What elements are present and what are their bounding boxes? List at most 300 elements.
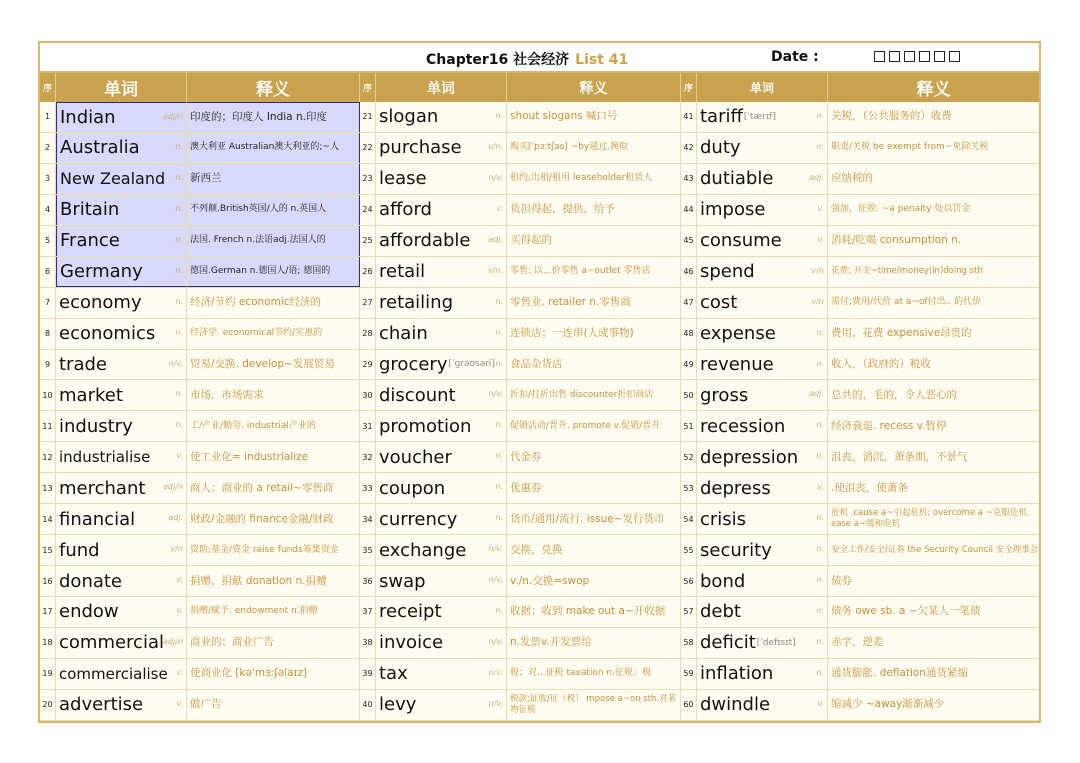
- entry-meaning: 缩减少 ~away渐渐减少: [831, 698, 945, 711]
- table-row: [40, 442, 1039, 473]
- entry-number: 45: [681, 226, 697, 256]
- entry-word-cell: [697, 504, 828, 534]
- word-entry: [681, 257, 1039, 287]
- entry-word-cell: [697, 133, 828, 163]
- entry-meaning: 德国.German n.德国人/语; 德国的: [187, 257, 360, 287]
- entry-word-cell: [56, 133, 187, 163]
- entry-number: 25: [360, 226, 376, 256]
- entry-number: 24: [360, 195, 376, 225]
- entry-word: impose: [700, 199, 766, 221]
- entry-word-cell: [56, 535, 187, 565]
- entry-meaning: 消耗/吃喝 consumption n.: [831, 234, 962, 247]
- entry-meaning: 交换，兑换: [507, 535, 681, 565]
- entry-word: swap: [379, 570, 426, 592]
- entry-part-of-speech: n.: [816, 358, 824, 368]
- entry-number: 11: [40, 411, 56, 441]
- entry-word-cell: [697, 473, 828, 503]
- entry-word: New Zealand: [60, 169, 166, 189]
- entry-number: 55: [681, 535, 697, 565]
- entry-part-of-speech: n.: [816, 606, 824, 615]
- entry-meaning: 购买[ˈpɜːtʃəs] ~by通过.换取: [507, 133, 681, 163]
- word-entry: [360, 195, 681, 225]
- word-entry: [360, 257, 681, 287]
- entry-meaning: 使工业化= industrialize: [187, 442, 360, 472]
- entry-part-of-speech: v/n: [811, 265, 824, 275]
- entry-number: 44: [681, 195, 697, 225]
- date-box[interactable]: [874, 51, 885, 62]
- entry-word-cell: [697, 257, 828, 287]
- date-checkboxes: [874, 51, 960, 62]
- entry-word: currency: [379, 508, 458, 530]
- entry-word: levy: [379, 694, 417, 716]
- entry-number: 6: [40, 257, 56, 287]
- entry-part-of-speech: n.: [816, 575, 824, 585]
- word-entry: [40, 350, 360, 380]
- entry-number: 36: [360, 566, 376, 596]
- entry-part-of-speech: v.: [496, 203, 503, 213]
- word-entry: [360, 566, 681, 596]
- entry-word: inflation: [700, 663, 774, 685]
- entry-word-cell: [697, 659, 828, 689]
- table-row: [40, 164, 1039, 195]
- entry-word: tariff: [700, 106, 743, 128]
- header-meaning: 释义: [507, 73, 681, 102]
- word-entry: [681, 473, 1039, 503]
- word-entry: [40, 597, 360, 627]
- table-row: [40, 102, 1039, 133]
- table-row: [40, 504, 1039, 535]
- entry-word-cell: [56, 659, 187, 689]
- entry-number: 2: [40, 133, 56, 163]
- word-entry: [681, 442, 1039, 472]
- entry-word: coupon: [379, 477, 446, 499]
- entry-meaning: 法国. French n.法语adj.法国人的: [187, 226, 360, 256]
- entry-word-cell: [697, 288, 828, 318]
- entry-meaning: 经济衰退. recess v.暂停: [831, 419, 947, 432]
- word-entry: [360, 535, 681, 565]
- entry-number: 49: [681, 350, 697, 380]
- entry-part-of-speech: n.: [816, 544, 824, 554]
- entry-meaning: 捐赠/赋予. endowment n.捐赠: [187, 597, 360, 627]
- word-entry: [681, 690, 1039, 720]
- entry-part-of-speech: n.: [495, 513, 503, 523]
- word-entry: [360, 597, 681, 627]
- entry-word-cell: [376, 288, 507, 318]
- entry-part-of-speech: v.: [817, 234, 824, 244]
- entry-word-cell: [376, 659, 507, 689]
- entry-word: fund: [59, 539, 100, 561]
- entry-number: 38: [360, 628, 376, 658]
- date-label: Date :: [771, 49, 819, 65]
- word-entry: [40, 690, 360, 720]
- word-entry: [40, 257, 360, 287]
- header-num: 序: [40, 73, 56, 102]
- word-entry: [681, 102, 1039, 132]
- entry-word-cell: [56, 597, 187, 627]
- entry-meaning: 赤字，逆差: [831, 636, 884, 649]
- entry-number: 21: [360, 102, 376, 132]
- entry-part-of-speech: n.: [816, 327, 824, 337]
- entry-meaning: 贸易/交换. develop~发展贸易: [187, 350, 360, 380]
- word-entry: [40, 566, 360, 596]
- date-box[interactable]: [904, 51, 915, 62]
- word-entry: [681, 226, 1039, 256]
- word-entry: [681, 288, 1039, 318]
- entry-part-of-speech: n.: [175, 327, 183, 337]
- entry-word-cell: [376, 628, 507, 658]
- entry-meaning: v./n.交换=swop: [507, 566, 681, 596]
- entry-meaning: 花费; 开支~time/money(in)doing sth: [831, 266, 983, 277]
- entry-word-cell: [376, 690, 507, 720]
- header-word: 单词: [56, 73, 187, 102]
- entry-word: tax: [379, 663, 408, 685]
- entry-meaning: 安全工作/安全/证券 the Security Council 安全理事会: [831, 544, 1039, 555]
- entry-meaning: 通货膨胀. deflation通货紧缩: [831, 667, 968, 680]
- entry-part-of-speech: n.: [175, 141, 183, 151]
- entry-meaning: 收据；收到 make out a~开收据: [507, 597, 681, 627]
- table-row: [40, 566, 1039, 597]
- entry-word: commercialise: [59, 664, 168, 683]
- table-row: [40, 473, 1039, 504]
- word-entry: [681, 659, 1039, 689]
- entry-word-cell: [376, 257, 507, 287]
- entry-word-cell: [376, 133, 507, 163]
- entry-word: discount: [379, 384, 456, 406]
- entry-part-of-speech: n.: [816, 451, 824, 461]
- header-num: 序: [360, 73, 376, 102]
- entry-number: 58: [681, 628, 697, 658]
- entry-meaning: 债务 owe sb. a ~欠某人一笔债: [831, 605, 981, 618]
- word-entry: [40, 288, 360, 318]
- entry-part-of-speech: n.: [495, 327, 503, 337]
- entry-word: endow: [59, 601, 119, 623]
- entry-word-cell: [376, 473, 507, 503]
- date-box[interactable]: [889, 51, 900, 62]
- word-entry: [681, 411, 1039, 441]
- entry-number: 56: [681, 566, 697, 596]
- entry-word: Indian: [60, 106, 116, 128]
- word-entry: [40, 504, 360, 534]
- entry-part-of-speech: v.: [817, 203, 824, 213]
- date-box[interactable]: [919, 51, 930, 62]
- entry-number: 12: [40, 442, 56, 472]
- entry-word: receipt: [379, 601, 442, 623]
- entry-phonetic: [ˈɡrəʊsəri]: [448, 359, 495, 370]
- entry-word: security: [700, 539, 772, 561]
- entry-word: retail: [379, 261, 426, 283]
- entry-part-of-speech: n/v.: [488, 544, 503, 554]
- title-bar: [40, 43, 1039, 73]
- entry-word-cell: [376, 411, 507, 441]
- entry-word: chain: [379, 323, 428, 345]
- entry-part-of-speech: v/n: [170, 544, 183, 554]
- entry-word: invoice: [379, 632, 444, 654]
- entry-word: retailing: [379, 292, 454, 314]
- entry-word-cell: [56, 380, 187, 410]
- entry-number: 47: [681, 288, 697, 318]
- entry-meaning: 捐赠，捐献 donation n.捐赠: [187, 566, 360, 596]
- entry-part-of-speech: n.: [175, 172, 183, 182]
- entry-part-of-speech: n.: [495, 451, 503, 461]
- entry-meaning: 关税，（公共服务的）收费: [831, 110, 952, 123]
- entry-word: dutiable: [700, 168, 774, 190]
- entry-number: 39: [360, 659, 376, 689]
- entry-part-of-speech: adj.: [809, 389, 824, 399]
- word-entry: [40, 102, 360, 132]
- word-entry: [40, 195, 360, 225]
- entry-word: affordable: [379, 230, 471, 252]
- entry-word-cell: [697, 690, 828, 720]
- entry-word-cell: [56, 690, 187, 720]
- entry-number: 3: [40, 164, 56, 194]
- entry-word-cell: [56, 566, 187, 596]
- entry-word: lease: [379, 168, 427, 190]
- entry-word-cell: [697, 535, 828, 565]
- entry-word: France: [60, 230, 120, 252]
- word-entry: [360, 473, 681, 503]
- word-entry: [360, 102, 681, 132]
- entry-part-of-speech: n.: [175, 420, 183, 430]
- entry-meaning: 印度的；印度人 India n.印度: [187, 102, 360, 132]
- word-entry: [681, 504, 1039, 534]
- entry-part-of-speech: v/n.: [487, 265, 503, 275]
- entry-part-of-speech: n/v.: [488, 172, 503, 182]
- entry-meaning: 财政/金融的 finance金融/财政: [187, 504, 360, 534]
- entry-meaning: 商业的；商业广告: [187, 628, 360, 658]
- entry-word: gross: [700, 384, 749, 406]
- entry-number: 53: [681, 473, 697, 503]
- entry-number: 1: [40, 102, 56, 132]
- entry-number: 14: [40, 504, 56, 534]
- entry-word-cell: [697, 380, 828, 410]
- entry-number: 20: [40, 690, 56, 720]
- entry-word-cell: [697, 597, 828, 627]
- entry-number: 28: [360, 319, 376, 349]
- entry-word: voucher: [379, 446, 452, 468]
- word-table: [40, 102, 1039, 721]
- word-entry: [360, 659, 681, 689]
- entry-part-of-speech: v.: [817, 482, 824, 492]
- entry-meaning: 不列颠.British英国/人的 n.英国人: [187, 195, 360, 225]
- word-entry: [681, 535, 1039, 565]
- entry-word: Germany: [60, 260, 143, 282]
- entry-meaning: 经济学. economical节约/实惠的: [187, 319, 360, 349]
- entry-word: industrialise: [59, 448, 151, 467]
- entry-meaning: 工/产业/勤劳. industrial产业的: [187, 411, 360, 441]
- entry-word-cell: [56, 319, 187, 349]
- header-meaning: 释义: [916, 80, 951, 100]
- entry-word-cell: [56, 473, 187, 503]
- chapter-title: Chapter16 社会经济: [426, 52, 570, 68]
- entry-word: cost: [700, 292, 738, 314]
- entry-number: 52: [681, 442, 697, 472]
- entry-word-cell: [697, 411, 828, 441]
- entry-number: 4: [40, 195, 56, 225]
- entry-part-of-speech: n.: [175, 203, 183, 213]
- word-entry: [360, 319, 681, 349]
- entry-meaning: 租约;出租/租用 leaseholder租赁人: [507, 164, 681, 194]
- page-title: [426, 49, 628, 69]
- entry-phonetic: [ˈdefɪsɪt]: [756, 637, 796, 648]
- entry-meaning: 零售业. retailer n.零售商: [507, 288, 681, 318]
- entry-part-of-speech: n.: [175, 265, 183, 275]
- word-entry: [360, 442, 681, 472]
- date-box[interactable]: [934, 51, 945, 62]
- entry-number: 42: [681, 133, 697, 163]
- word-entry: [40, 164, 360, 194]
- entry-part-of-speech: adj.: [488, 234, 503, 244]
- entry-meaning: .使沮丧，使萧条: [831, 481, 908, 494]
- entry-part-of-speech: adj.: [809, 172, 824, 182]
- entry-number: 37: [360, 597, 376, 627]
- entry-meaning: 应纳税的: [831, 172, 873, 185]
- entry-part-of-speech: v.: [176, 698, 183, 708]
- entry-word: depress: [700, 477, 771, 499]
- word-entry: [360, 164, 681, 194]
- word-entry: [360, 288, 681, 318]
- entry-word: duty: [700, 137, 741, 159]
- entry-part-of-speech: n.: [175, 296, 183, 306]
- entry-part-of-speech: n/v.: [488, 575, 503, 585]
- table-row: [40, 350, 1039, 381]
- entry-number: 17: [40, 597, 56, 627]
- entry-part-of-speech: v.: [176, 606, 183, 615]
- entry-word: consume: [700, 230, 782, 252]
- table-row: [40, 380, 1039, 411]
- entry-word: revenue: [700, 353, 774, 375]
- entry-word-cell: [56, 442, 187, 472]
- entry-word: economy: [59, 292, 142, 314]
- entry-number: 57: [681, 597, 697, 627]
- entry-word-cell: [376, 319, 507, 349]
- entry-word-cell: [56, 411, 187, 441]
- entry-word: recession: [700, 415, 786, 437]
- entry-number: 22: [360, 133, 376, 163]
- entry-meaning: 税；对...征税 taxation n.征税；税: [507, 659, 681, 689]
- entry-number: 18: [40, 628, 56, 658]
- entry-word-cell: [376, 350, 507, 380]
- entry-number: 5: [40, 226, 56, 256]
- entry-word: debt: [700, 601, 741, 623]
- entry-number: 43: [681, 164, 697, 194]
- word-entry: [40, 133, 360, 163]
- entry-word: market: [59, 384, 123, 406]
- table-row: [40, 628, 1039, 659]
- entry-word: financial: [59, 508, 136, 530]
- entry-part-of-speech: n.: [495, 296, 503, 306]
- word-entry: [681, 628, 1039, 658]
- word-entry: [681, 133, 1039, 163]
- entry-number: 27: [360, 288, 376, 318]
- entry-part-of-speech: v.: [176, 451, 183, 461]
- entry-number: 23: [360, 164, 376, 194]
- entry-word-cell: [56, 164, 187, 194]
- entry-part-of-speech: n.: [175, 234, 183, 244]
- entry-part-of-speech: n.: [495, 358, 503, 368]
- entry-meaning: 总共的，毛的，令人恶心的: [831, 388, 957, 401]
- word-entry: [681, 380, 1039, 410]
- entry-part-of-speech: v/n: [811, 296, 824, 306]
- entry-meaning: 商人；商业的 a retail~零售商: [187, 473, 360, 503]
- entry-number: 48: [681, 319, 697, 349]
- entry-word: trade: [59, 353, 107, 375]
- table-row: [40, 288, 1039, 319]
- entry-number: 9: [40, 350, 56, 380]
- table-row: [40, 535, 1039, 566]
- entry-word: industry: [59, 415, 133, 437]
- entry-word: advertise: [59, 694, 144, 716]
- word-entry: [40, 628, 360, 658]
- entry-word-cell: [376, 380, 507, 410]
- entry-word: promotion: [379, 415, 472, 437]
- entry-meaning: 经济/节约 economic经济的: [187, 288, 360, 318]
- entry-meaning: 市场，市场需求: [187, 380, 360, 410]
- word-entry: [40, 226, 360, 256]
- entry-meaning: 需付;费用/代价 at a~of付出.. 的代价: [831, 297, 982, 308]
- entry-part-of-speech: v.: [176, 575, 183, 585]
- entry-word-cell: [56, 288, 187, 318]
- entry-part-of-speech: n.: [816, 141, 824, 151]
- entry-number: 19: [40, 659, 56, 689]
- entry-part-of-speech: n/v.: [488, 636, 503, 646]
- table-row: [40, 195, 1039, 226]
- entry-part-of-speech: n.: [175, 389, 183, 399]
- entry-number: 34: [360, 504, 376, 534]
- entry-word-cell: [697, 566, 828, 596]
- entry-part-of-speech: n.: [816, 513, 824, 523]
- entry-part-of-speech: n.: [816, 420, 824, 430]
- entry-word-cell: [376, 164, 507, 194]
- entry-number: 8: [40, 319, 56, 349]
- entry-word-cell: [697, 226, 828, 256]
- word-entry: [40, 411, 360, 441]
- entry-word-cell: [376, 226, 507, 256]
- entry-word: commercial: [59, 632, 164, 654]
- entry-word: deficit: [700, 632, 756, 654]
- entry-word: dwindle: [700, 694, 771, 716]
- table-row: [40, 133, 1039, 164]
- word-entry: [681, 195, 1039, 225]
- entry-word-cell: [376, 504, 507, 534]
- entry-word: Australia: [60, 137, 140, 159]
- word-entry: [360, 226, 681, 256]
- word-entry: [681, 319, 1039, 349]
- table-row: [40, 597, 1039, 628]
- table-row: [40, 411, 1039, 442]
- entry-meaning: 连锁店；一连串(人或事物): [507, 319, 681, 349]
- word-entry: [40, 535, 360, 565]
- entry-number: 54: [681, 504, 697, 534]
- entry-number: 26: [360, 257, 376, 287]
- entry-number: 51: [681, 411, 697, 441]
- entry-word: donate: [59, 570, 123, 592]
- entry-number: 32: [360, 442, 376, 472]
- entry-word: merchant: [59, 477, 146, 499]
- date-box[interactable]: [949, 51, 960, 62]
- entry-part-of-speech: n/v.: [488, 389, 503, 399]
- entry-number: 7: [40, 288, 56, 318]
- entry-meaning: 收入，（政府的）税收: [831, 357, 931, 370]
- entry-part-of-speech: adj.: [168, 513, 183, 523]
- entry-meaning: 新西兰: [187, 164, 360, 194]
- word-entry: [360, 350, 681, 380]
- header-meaning: 释义: [187, 73, 360, 102]
- entry-word: purchase: [379, 137, 462, 159]
- entry-meaning: 做广告: [187, 690, 360, 720]
- entry-number: 10: [40, 380, 56, 410]
- entry-word-cell: [376, 566, 507, 596]
- entry-meaning: 税款;征收/征（税） mpose a~on sth.对某物征税: [507, 690, 681, 720]
